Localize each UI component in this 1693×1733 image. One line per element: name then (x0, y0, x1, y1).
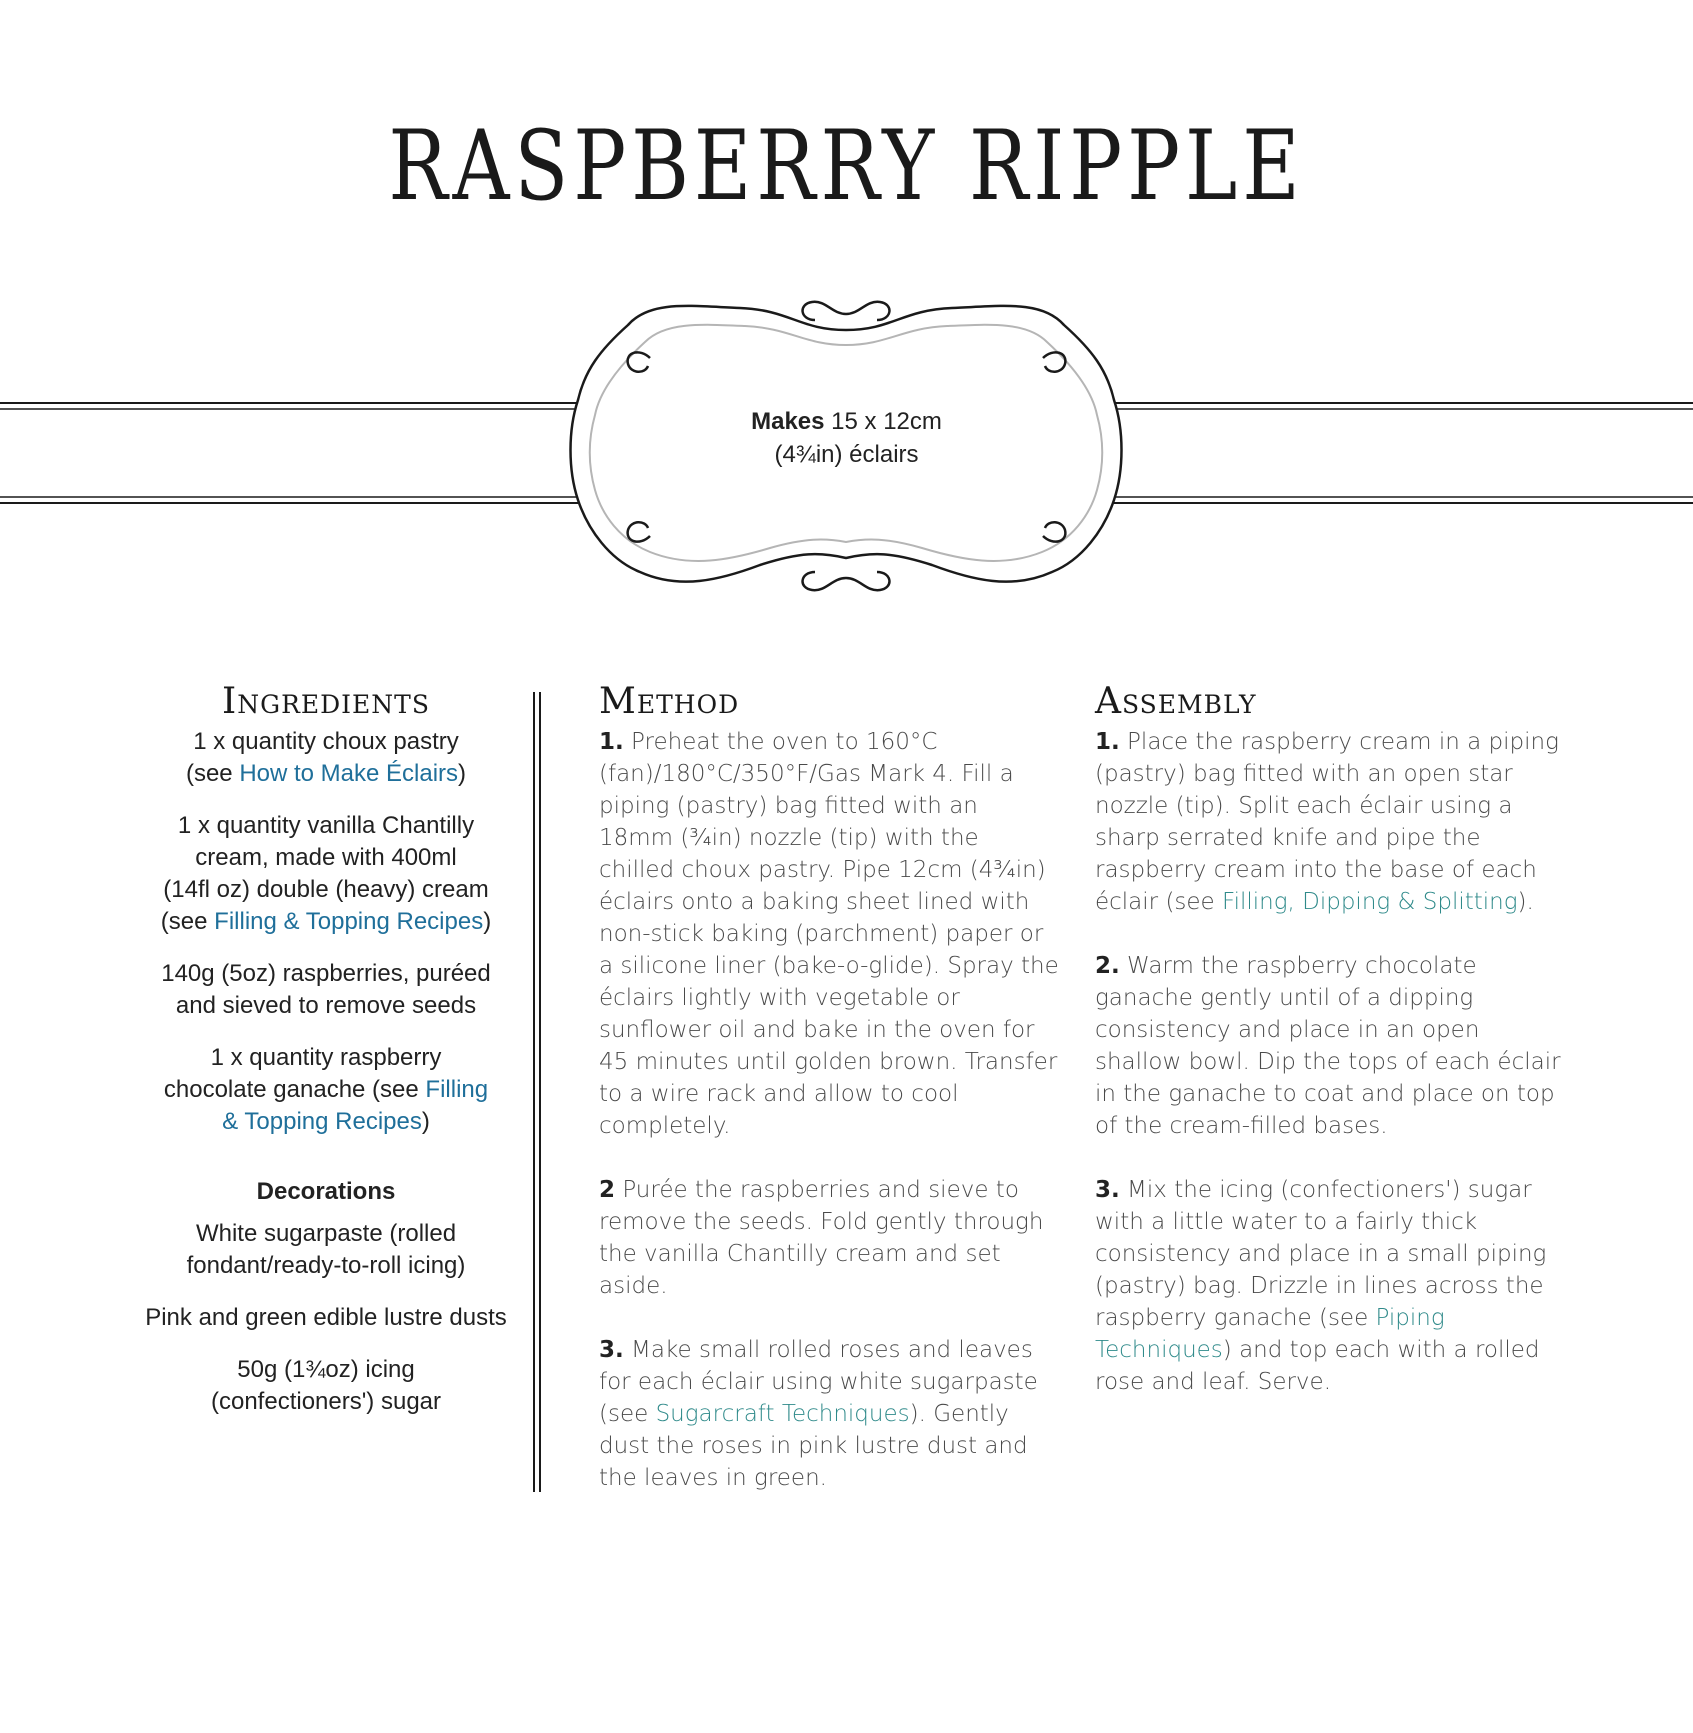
step-text: Make small rolled roses and leaves for each éclair using white sugarpaste (see (599, 1337, 1038, 1427)
step-link[interactable]: Sugarcraft Techniques (655, 1401, 910, 1427)
makes-quantity: 15 x 12cm (824, 408, 942, 435)
ingredient-text: 1 x quantity vanilla Chantilly (177, 812, 475, 839)
step-number: 2. (1095, 953, 1120, 979)
assembly-step (1095, 726, 1565, 918)
ingredient-text: 1 x quantity choux pastry (193, 728, 459, 755)
ingredient-text: and sieved to remove seeds (175, 992, 477, 1019)
step-number: 3. (1095, 1177, 1120, 1203)
method-steps (599, 726, 1059, 1494)
decoration-text: fondant/ready-to-roll icing) (186, 1252, 466, 1279)
step-number: 2 (599, 1177, 616, 1203)
step-link[interactable]: Filling, Dipping & Splitting (1222, 889, 1518, 915)
ingredient-text: 140g (5oz) raspberries, puréed (161, 960, 491, 987)
step-text: ). Gently dust the roses in pink lustre dust and the leaves in green. (599, 1401, 1028, 1491)
assembly-step (1095, 950, 1565, 1142)
ingredient-item (140, 958, 512, 1022)
ingredient-text: ) (458, 760, 467, 787)
decoration-text: (confectioners') sugar (210, 1388, 441, 1415)
top-scroll (803, 302, 890, 320)
method-step (599, 726, 1059, 1142)
assembly-column (1095, 680, 1565, 1430)
step-text: Purée the raspberries and sieve to remove the seeds. Fold gently through the vanilla Chantilly cream and set aside. (599, 1177, 1044, 1299)
decoration-text: 50g (1¾oz) icing (237, 1356, 415, 1383)
step-number: 1. (599, 729, 624, 755)
step-text: Mix the icing (confectioners') sugar with a little water to a fairly thick consistency and place in a small piping (pastry) bag. Drizzle in lines across the raspberry ganache (see (1095, 1177, 1547, 1331)
ingredient-text: (14fl oz) double (heavy) cream (163, 876, 489, 903)
method-column (599, 680, 1059, 1526)
decoration-text: White sugarpaste (rolled (195, 1220, 457, 1247)
ingredient-text: 1 x quantity raspberry (210, 1044, 442, 1071)
ingredients-list (140, 726, 512, 1138)
decoration-item (140, 1302, 512, 1334)
assembly-heading: Assembly (1095, 681, 1257, 722)
method-heading: Method (599, 681, 740, 722)
ingredient-link[interactable]: How to Make Éclairs (239, 760, 459, 787)
decorations-heading: Decorations (256, 1178, 396, 1205)
step-text: ). (1517, 889, 1534, 915)
ingredient-text: (see (185, 760, 240, 787)
step-text: Warm the raspberry chocolate ganache gently until of a dipping consistency and place in an open shallow bowl. Dip the tops of each éclair in the ganache to coat and place on top of the cream-filled bases. (1095, 953, 1561, 1139)
ingredient-link[interactable]: Filling & Topping Recipes (214, 908, 484, 935)
ingredient-text: ) (421, 1108, 430, 1135)
bottom-scroll (803, 572, 890, 590)
method-step (599, 1174, 1059, 1302)
decorations-list (140, 1218, 512, 1418)
makes-label: Makes (751, 408, 825, 435)
step-text: Place the raspberry cream in a piping (pastry) bag fitted with an open star nozzle (tip). Split each éclair using a sharp serrated knife and pipe the raspberry cream into the base of each éclair (see (1095, 729, 1559, 915)
step-text: Preheat the oven to 160°C (fan)/180°C/350°F/Gas Mark 4. Fill a piping (pastry) bag fitted with an 18mm (¾in) nozzle (tip) with the chilled choux pastry. Pipe 12cm (4¾in) éclairs onto a baking sheet lined with non-stick baking (parchment) paper or a silicone liner (bake-o-glide). Spray the éclairs lightly with vegetable or sunflower oil and bake in the oven for 45 minutes until golden brown. Transfer to a wire rack and allow to cool completely. (599, 729, 1059, 1139)
yield-line-1 (0, 405, 1693, 438)
ingredients-column (140, 680, 512, 1438)
decoration-item (140, 1218, 512, 1282)
decoration-item (140, 1354, 512, 1418)
ingredient-item (140, 726, 512, 790)
ingredient-text: cream, made with 400ml (195, 844, 457, 871)
ingredient-text: (see (160, 908, 215, 935)
yield-text (0, 405, 1693, 471)
step-link[interactable]: Piping Techniques (1095, 1305, 1445, 1363)
method-step (599, 1334, 1059, 1494)
ingredients-heading: Ingredients (222, 681, 430, 722)
page-title: RASPBERRY RIPPLE (388, 110, 1305, 222)
ingredient-text: ) (483, 908, 492, 935)
ingredient-item (140, 810, 512, 938)
step-number: 1. (1095, 729, 1120, 755)
step-text: ) and top each with a rolled rose and leaf. Serve. (1095, 1337, 1540, 1395)
ingredient-item (140, 1042, 512, 1138)
column-divider (533, 692, 541, 1492)
step-number: 3. (599, 1337, 624, 1363)
assembly-step (1095, 1174, 1565, 1398)
assembly-steps (1095, 726, 1565, 1398)
ingredient-link[interactable]: & Topping Recipes (222, 1108, 422, 1135)
yield-line-2: (4¾in) éclairs (774, 441, 919, 468)
decoration-text: Pink and green edible lustre dusts (145, 1304, 507, 1331)
ingredient-text: chocolate ganache (see (163, 1076, 426, 1103)
ingredient-link[interactable]: Filling (425, 1076, 489, 1103)
